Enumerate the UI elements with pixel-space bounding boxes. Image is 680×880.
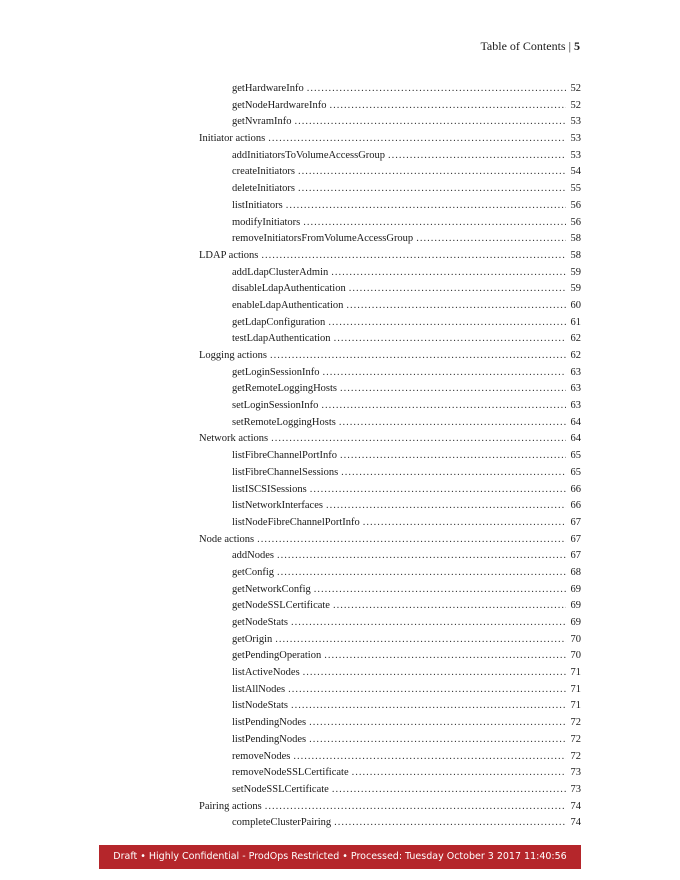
toc-entry-page-number: 67 — [570, 516, 581, 528]
toc-entry-label: listISCSISessions — [232, 483, 307, 495]
toc-dot-leader — [257, 532, 566, 549]
toc-entry[interactable] — [199, 198, 581, 215]
toc-dot-leader — [307, 81, 566, 98]
toc-entry[interactable] — [199, 298, 581, 315]
toc-entry-label: getPendingOperation — [232, 650, 322, 662]
toc-entry-page-number: 53 — [570, 116, 581, 128]
toc-section-entry[interactable] — [199, 532, 581, 549]
toc-entry-label: disableLdapAuthentication — [232, 283, 346, 295]
toc-dot-leader — [310, 482, 566, 499]
toc-entry[interactable] — [199, 632, 581, 649]
toc-entry[interactable] — [199, 565, 581, 582]
toc-dot-leader — [270, 348, 566, 365]
toc-entry-page-number: 68 — [570, 566, 581, 578]
toc-entry-page-number: 63 — [570, 400, 581, 412]
toc-entry-page-number: 71 — [570, 667, 581, 679]
toc-entry-label: Logging actions — [199, 350, 267, 361]
toc-entry[interactable] — [199, 665, 581, 682]
toc-entry-page-number: 72 — [570, 733, 581, 745]
toc-dot-leader — [277, 548, 566, 565]
toc-entry-label: setNodeSSLCertificate — [232, 783, 329, 795]
toc-dot-leader — [293, 749, 566, 766]
toc-entry-label: getOrigin — [232, 633, 273, 645]
footer-text: Draft • Highly Confidential - ProdOps Restricted • Processed: Tuesday October 3 2017 11:40:56 — [113, 851, 567, 862]
page-header — [480, 39, 580, 54]
toc-entry[interactable] — [199, 598, 581, 615]
toc-entry-label: getNodeHardwareInfo — [232, 99, 327, 111]
toc-entry[interactable] — [199, 448, 581, 465]
toc-entry-page-number: 60 — [570, 299, 581, 311]
toc-entry-page-number: 72 — [570, 717, 581, 729]
toc-entry-page-number: 52 — [570, 83, 581, 94]
toc-dot-leader — [291, 698, 566, 715]
toc-entry-page-number: 52 — [570, 99, 581, 111]
toc-dot-leader — [324, 648, 566, 665]
toc-entry-label: listFibreChannelSessions — [232, 466, 339, 478]
toc-entry-label: addInitiatorsToVolumeAccessGroup — [232, 149, 386, 161]
toc-entry-page-number: 56 — [570, 199, 581, 211]
toc-entry[interactable] — [199, 815, 581, 832]
toc-entry-page-number: 66 — [570, 500, 581, 512]
toc-entry[interactable] — [199, 181, 581, 198]
toc-dot-leader — [349, 281, 566, 298]
toc-entry-label: Node actions — [199, 533, 255, 545]
toc-dot-leader — [288, 682, 566, 699]
toc-dot-leader — [340, 381, 566, 398]
toc-dot-leader — [271, 431, 566, 448]
toc-entry[interactable] — [199, 315, 581, 332]
toc-entry-label: createInitiators — [232, 166, 295, 178]
toc-entry-page-number: 54 — [570, 166, 581, 178]
toc-dot-leader — [298, 181, 566, 198]
toc-entry-page-number: 65 — [570, 450, 581, 462]
toc-dot-leader — [277, 565, 566, 582]
toc-dot-leader — [326, 498, 566, 515]
toc-entry-page-number: 56 — [570, 216, 581, 228]
toc-dot-leader — [268, 131, 566, 148]
toc-entry[interactable] — [199, 498, 581, 515]
table-of-contents — [199, 81, 581, 832]
toc-section-entry[interactable] — [199, 431, 581, 448]
toc-entry-label: getNodeStats — [232, 617, 288, 628]
toc-entry-page-number: 71 — [570, 700, 581, 712]
toc-entry-label: getLoginSessionInfo — [232, 366, 320, 378]
toc-entry-page-number: 74 — [570, 800, 581, 812]
toc-entry[interactable] — [199, 682, 581, 699]
toc-entry[interactable] — [199, 265, 581, 282]
toc-entry-label: getNodeSSLCertificate — [232, 600, 330, 612]
toc-entry-label: enableLdapAuthentication — [232, 299, 344, 311]
toc-dot-leader — [331, 265, 566, 282]
toc-entry-page-number: 53 — [570, 133, 581, 145]
toc-entry-page-number: 63 — [570, 383, 581, 395]
toc-entry-label: getHardwareInfo — [232, 83, 304, 94]
toc-dot-leader — [334, 815, 566, 832]
toc-entry-page-number: 55 — [570, 183, 581, 195]
toc-dot-leader — [286, 198, 566, 215]
toc-entry-page-number: 67 — [570, 533, 581, 545]
toc-entry[interactable] — [199, 782, 581, 799]
toc-entry-label: deleteInitiators — [232, 183, 295, 195]
toc-dot-leader — [329, 98, 566, 115]
toc-entry-page-number: 62 — [570, 333, 581, 345]
toc-section-entry[interactable] — [199, 248, 581, 265]
toc-entry-label: setLoginSessionInfo — [232, 400, 319, 412]
toc-entry-label: getNetworkConfig — [232, 583, 311, 595]
toc-entry-label: addNodes — [232, 550, 274, 562]
toc-entry-page-number: 73 — [570, 767, 581, 779]
toc-entry[interactable] — [199, 465, 581, 482]
toc-entry-label: getLdapConfiguration — [232, 316, 326, 328]
toc-dot-leader — [309, 732, 566, 749]
toc-entry-page-number: 61 — [570, 316, 581, 328]
header-page-number: 5 — [574, 39, 580, 53]
toc-entry-label: listInitiators — [232, 199, 283, 211]
toc-entry-page-number: 58 — [570, 249, 581, 261]
toc-entry[interactable] — [199, 281, 581, 298]
toc-dot-leader — [265, 799, 566, 816]
toc-dot-leader — [323, 365, 567, 382]
toc-entry-page-number: 69 — [570, 600, 581, 612]
toc-entry-label: addLdapClusterAdmin — [232, 266, 329, 278]
toc-entry-page-number: 58 — [570, 233, 581, 245]
toc-entry[interactable] — [199, 548, 581, 565]
toc-entry[interactable] — [199, 732, 581, 749]
toc-entry-label: setRemoteLoggingHosts — [232, 416, 336, 428]
toc-entry-page-number: 59 — [570, 283, 581, 295]
toc-entry-page-number: 70 — [570, 650, 581, 662]
toc-entry-page-number: 53 — [570, 149, 581, 161]
toc-entry[interactable] — [199, 749, 581, 766]
toc-entry-label: modifyInitiators — [232, 216, 301, 228]
toc-entry-label: removeNodeSSLCertificate — [232, 767, 349, 779]
toc-entry-label: completeClusterPairing — [232, 817, 332, 829]
toc-entry-label: listActiveNodes — [232, 667, 300, 679]
toc-dot-leader — [346, 298, 566, 315]
toc-entry-page-number: 72 — [570, 750, 581, 762]
toc-entry-label: Pairing actions — [199, 800, 262, 812]
toc-dot-leader — [309, 715, 566, 732]
toc-dot-leader — [303, 215, 566, 232]
toc-dot-leader — [328, 315, 566, 332]
toc-entry[interactable] — [199, 398, 581, 415]
toc-entry-label: removeInitiatorsFromVolumeAccessGroup — [232, 233, 414, 245]
toc-entry[interactable] — [199, 648, 581, 665]
toc-dot-leader — [334, 331, 566, 348]
toc-entry[interactable] — [199, 415, 581, 432]
toc-entry[interactable] — [199, 482, 581, 499]
confidential-footer-banner — [99, 845, 581, 869]
toc-dot-leader — [339, 415, 566, 432]
toc-dot-leader — [321, 398, 566, 415]
toc-dot-leader — [352, 765, 566, 782]
toc-entry[interactable] — [199, 765, 581, 782]
toc-entry[interactable] — [199, 381, 581, 398]
toc-entry-label: listFibreChannelPortInfo — [232, 450, 337, 462]
toc-dot-leader — [332, 782, 566, 799]
toc-entry-label: Network actions — [199, 433, 269, 445]
toc-entry[interactable] — [199, 81, 581, 98]
toc-entry[interactable] — [199, 715, 581, 732]
toc-dot-leader — [303, 665, 566, 682]
toc-section-entry[interactable] — [199, 799, 581, 816]
toc-entry-label: listAllNodes — [232, 683, 286, 695]
toc-entry-label: listPendingNodes — [232, 717, 307, 729]
toc-dot-leader — [341, 465, 566, 482]
toc-entry-page-number: 70 — [570, 633, 581, 645]
toc-entry[interactable] — [199, 515, 581, 532]
toc-dot-leader — [363, 515, 566, 532]
toc-entry[interactable] — [199, 98, 581, 115]
toc-entry[interactable] — [199, 215, 581, 232]
toc-entry-page-number: 64 — [570, 433, 581, 445]
toc-entry-page-number: 71 — [570, 683, 581, 695]
toc-entry[interactable] — [199, 615, 581, 632]
toc-dot-leader — [275, 632, 566, 649]
toc-entry-label: listNetworkInterfaces — [232, 500, 323, 512]
toc-entry-label: removeNodes — [232, 750, 291, 762]
toc-entry[interactable] — [199, 331, 581, 348]
toc-entry[interactable] — [199, 582, 581, 599]
toc-entry-page-number: 64 — [570, 416, 581, 428]
toc-entry-label: testLdapAuthentication — [232, 333, 331, 345]
toc-dot-leader — [294, 114, 566, 131]
toc-entry-page-number: 74 — [570, 817, 581, 829]
toc-dot-leader — [298, 164, 566, 181]
toc-dot-leader — [291, 615, 566, 632]
toc-entry-page-number: 73 — [570, 783, 581, 795]
toc-dot-leader — [416, 231, 566, 248]
toc-entry-page-number: 59 — [570, 266, 581, 278]
toc-dot-leader — [340, 448, 566, 465]
toc-dot-leader — [261, 248, 566, 265]
toc-entry-label: getRemoteLoggingHosts — [232, 383, 337, 395]
header-section-title: Table of Contents — [480, 39, 566, 53]
toc-entry-page-number: 69 — [570, 583, 581, 595]
toc-entry-label: listNodeFibreChannelPortInfo — [232, 516, 360, 528]
toc-dot-leader — [314, 582, 566, 599]
toc-dot-leader — [388, 148, 566, 165]
toc-entry[interactable] — [199, 365, 581, 382]
toc-entry-label: Initiator actions — [199, 133, 266, 145]
toc-section-entry[interactable] — [199, 131, 581, 148]
toc-entry-page-number: 66 — [570, 483, 581, 495]
toc-entry[interactable] — [199, 148, 581, 165]
header-separator: | — [568, 39, 571, 53]
toc-dot-leader — [333, 598, 566, 615]
toc-entry-page-number: 65 — [570, 466, 581, 478]
toc-entry-label: getNvramInfo — [232, 116, 292, 128]
toc-entry-page-number: 62 — [570, 350, 581, 361]
toc-entry[interactable] — [199, 231, 581, 248]
toc-entry-page-number: 67 — [570, 550, 581, 562]
toc-entry-label: listPendingNodes — [232, 733, 307, 745]
toc-entry-page-number: 63 — [570, 366, 581, 378]
toc-entry-label: LDAP actions — [199, 249, 259, 261]
toc-entry[interactable] — [199, 164, 581, 181]
toc-entry[interactable] — [199, 114, 581, 131]
toc-entry-page-number: 69 — [570, 617, 581, 628]
toc-entry-label: getConfig — [232, 566, 274, 578]
toc-entry[interactable] — [199, 698, 581, 715]
toc-section-entry[interactable] — [199, 348, 581, 365]
toc-entry-label: listNodeStats — [232, 700, 289, 712]
